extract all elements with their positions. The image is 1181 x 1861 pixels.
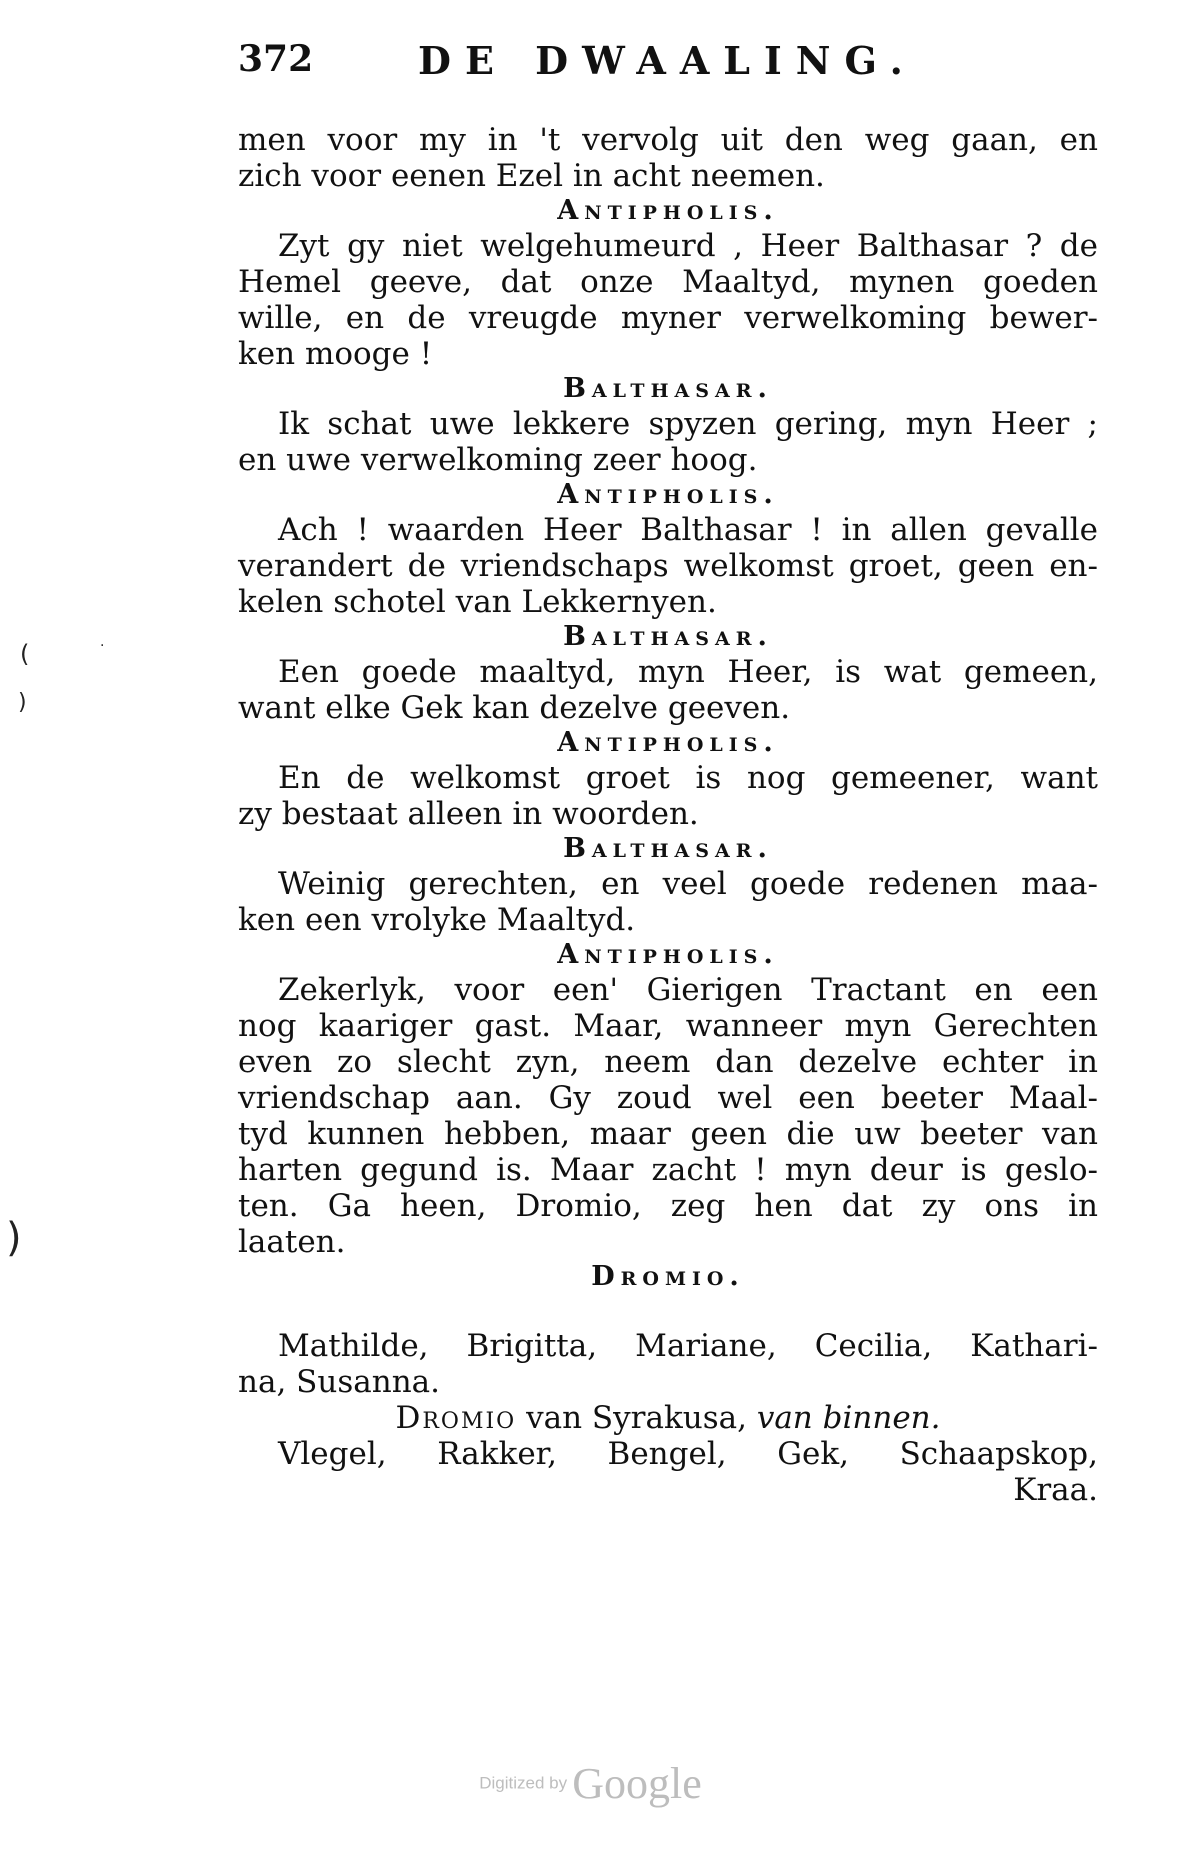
stage-direction xyxy=(238,1400,1098,1436)
text-line: harten gegund is. Maar zacht ! myn deur is geslo- xyxy=(238,1152,1098,1188)
digitizer-watermark xyxy=(0,1758,1181,1809)
watermark-prefix: Digitized by xyxy=(479,1773,568,1793)
page-number: 372 xyxy=(238,38,314,80)
text-line: ten. Ga heen, Dromio, zeg hen dat zy ons in xyxy=(238,1188,1098,1224)
text-line: Ach ! waarden Heer Balthasar ! in allen gevalle xyxy=(278,512,1098,548)
speaker-name: Antipholis. xyxy=(557,939,779,970)
text-line: even zo slecht zyn, neem dan dezelve echter in xyxy=(238,1044,1098,1080)
stage-direction-note: van binnen. xyxy=(756,1400,941,1436)
text-line: nog kaariger gast. Maar, wanneer myn Gerechten xyxy=(238,1008,1098,1044)
google-logo: Google xyxy=(572,1759,702,1808)
text-line: Vlegel, Rakker, Bengel, Gek, Schaapskop, xyxy=(278,1436,1098,1472)
text-line: laaten. xyxy=(238,1224,346,1260)
scan-speck: ) xyxy=(18,690,27,715)
text-line: En de welkomst groet is nog gemeener, want xyxy=(278,760,1098,796)
text-line: zy bestaat alleen in woorden. xyxy=(238,796,699,832)
text-line: en uwe verwelkoming zeer hoog. xyxy=(238,442,758,478)
speaker-name: Dromio. xyxy=(591,1261,745,1292)
catchword: Kraa. xyxy=(1013,1472,1098,1508)
text-line: Zyt gy niet welgehumeurd , Heer Balthasar ? de xyxy=(278,228,1098,264)
text-line: wille, en de vreugde myner verwelkoming bewer- xyxy=(238,300,1098,336)
stage-direction-speaker: Dromio xyxy=(395,1400,517,1436)
speaker-name: Antipholis. xyxy=(557,479,779,510)
text-line: verandert de vriendschaps welkomst groet, geen en- xyxy=(238,548,1098,584)
text-line: kelen schotel van Lekkernyen. xyxy=(238,584,717,620)
page-body xyxy=(238,122,1098,1508)
text-line: vriendschap aan. Gy zoud wel een beeter Maal- xyxy=(238,1080,1098,1116)
running-title: DE DWAALING. xyxy=(418,38,917,83)
page-header xyxy=(238,38,1098,98)
scan-speck: · xyxy=(100,638,105,654)
text-line: want elke Gek kan dezelve geeven. xyxy=(238,690,791,726)
text-line: Ik schat uwe lekkere spyzen gering, myn Heer ; xyxy=(278,406,1098,442)
text-line: Zekerlyk, voor een' Gierigen Tractant en een xyxy=(278,972,1098,1008)
text-line: Hemel geeve, dat onze Maaltyd, mynen goeden xyxy=(238,264,1098,300)
speaker-name: Antipholis. xyxy=(557,727,779,758)
text-line: tyd kunnen hebben, maar geen die uw beeter van xyxy=(238,1116,1098,1152)
speaker-name: Balthasar. xyxy=(563,833,773,864)
stage-direction-origin: van Syrakusa, xyxy=(526,1400,747,1436)
text-line: Mathilde, Brigitta, Mariane, Cecilia, Kathari- xyxy=(278,1328,1098,1364)
speaker-name: Balthasar. xyxy=(563,621,773,652)
speaker-name: Antipholis. xyxy=(557,195,779,226)
text-line: ken een vrolyke Maaltyd. xyxy=(238,902,636,938)
scan-speck: ) xyxy=(6,1215,22,1261)
speaker-name: Balthasar. xyxy=(563,373,773,404)
text-line: zich voor eenen Ezel in acht neemen. xyxy=(238,158,825,194)
text-line: ken mooge ! xyxy=(238,336,433,372)
scan-speck: ( xyxy=(20,640,30,668)
text-line: men voor my in 't vervolg uit den weg gaan, en xyxy=(238,122,1098,158)
text-line: Een goede maaltyd, myn Heer, is wat gemeen, xyxy=(278,654,1098,690)
text-line: Weinig gerechten, en veel goede redenen maa- xyxy=(278,866,1098,902)
text-line: na, Susanna. xyxy=(238,1364,441,1400)
